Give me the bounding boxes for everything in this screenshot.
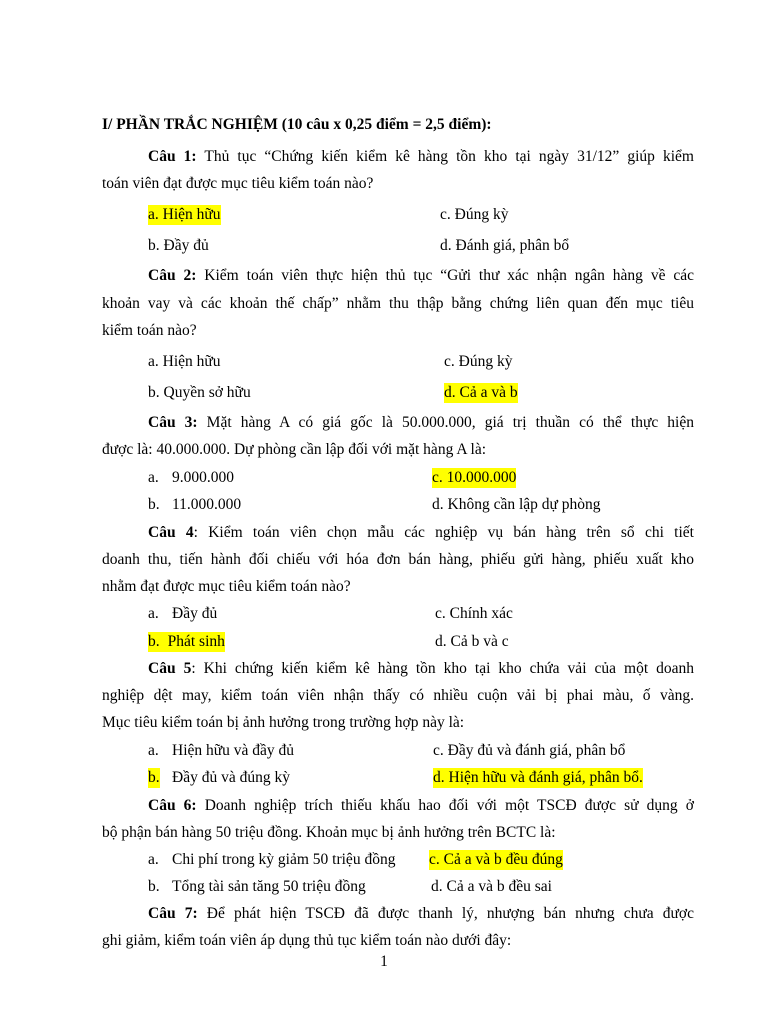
question-5-line-1: Câu 5: Khi chứng kiến kiểm kê hàng tồn kho tại kho chứa vải của một doanh (148, 660, 694, 677)
question-4-option-b-text: Phát sinh (167, 633, 225, 650)
question-1-option-c: c. Đúng kỳ (440, 206, 509, 223)
question-5-label: Câu 5 (148, 660, 192, 677)
question-3-line-1: Câu 3: Mặt hàng A có giá gốc là 50.000.000, giá trị thuần có thể thực hiện (148, 414, 694, 431)
question-2-label: Câu 2: (148, 267, 197, 284)
question-2-option-c: c. Đúng kỳ (444, 353, 513, 370)
question-1-option-d: d. Đánh giá, phân bổ (440, 237, 570, 254)
question-2-option-d: d. Cả a và b (444, 384, 518, 401)
question-5-option-b-marker: b. (148, 769, 160, 786)
question-1-label: Câu 1: (148, 148, 197, 165)
question-4-option-b-marker: b. (148, 633, 160, 650)
question-6-option-a-text: Chi phí trong kỳ giảm 50 triệu đồng (172, 851, 396, 868)
question-4-option-b-highlight (148, 632, 225, 652)
question-2-line-2: khoản vay và các khoản thế chấp” nhằm thu thập bằng chứng liên quan đến mục tiêu (102, 295, 694, 312)
question-7-line-2: ghi giảm, kiểm toán viên áp dụng thủ tục kiểm toán nào dưới đây: (102, 932, 512, 949)
question-6-option-b-marker: b. (148, 878, 160, 895)
question-2-line-1: Câu 2: Kiểm toán viên thực hiện thủ tục “Gửi thư xác nhận ngân hàng về các (148, 267, 694, 284)
question-2-option-b: b. Quyền sở hữu (148, 384, 251, 401)
question-5-line-3: Mục tiêu kiểm toán bị ảnh hưởng trong trường hợp này là: (102, 714, 465, 731)
question-3-option-b-text: 11.000.000 (172, 496, 242, 513)
question-3-option-b-marker: b. (148, 496, 160, 513)
question-7-line-1: Câu 7: Để phát hiện TSCĐ đã được thanh lý, nhượng bán nhưng chưa được (148, 905, 694, 922)
question-5-option-b-text: Đầy đủ và đúng kỳ (172, 769, 290, 786)
question-5-option-c: c. Đầy đủ và đánh giá, phân bổ (433, 742, 626, 759)
question-1-option-a: a. Hiện hữu (148, 206, 221, 223)
question-4-option-a-text: Đầy đủ (172, 605, 218, 622)
question-4-option-a-marker: a. (148, 605, 159, 622)
question-3-option-c: c. 10.000.000 (432, 469, 517, 486)
question-1-line-2: toán viên đạt được mục tiêu kiểm toán nào? (102, 175, 374, 192)
question-6-line-2: bộ phận bán hàng 50 triệu đồng. Khoản mục bị ảnh hưởng trên BCTC là: (102, 824, 556, 841)
question-2-line-3: kiểm toán nào? (102, 322, 197, 339)
question-1-line-1: Câu 1: Thủ tục “Chứng kiến kiểm kê hàng tồn kho tại ngày 31/12” giúp kiểm (148, 148, 694, 165)
question-4-line-2: doanh thu, tiến hành đối chiếu với hóa đơn bán hàng, phiếu gửi hàng, phiếu xuất kho (102, 551, 694, 568)
question-4-line-1: Câu 4: Kiểm toán viên chọn mẫu các nghiệp vụ bán hàng trên sổ chi tiết (148, 524, 694, 541)
question-7-label: Câu 7: (148, 905, 198, 922)
question-3-option-a-marker: a. (148, 469, 159, 486)
section-title: I/ PHẦN TRẮC NGHIỆM (10 câu x 0,25 điểm = 2,5 điểm): (102, 116, 492, 133)
question-5-option-d: d. Hiện hữu và đánh giá, phân bổ. (433, 769, 643, 786)
question-4-option-d: d. Cả b và c (435, 633, 509, 650)
question-3-option-a-text: 9.000.000 (172, 469, 234, 486)
question-5-option-a-text: Hiện hữu và đầy đủ (172, 742, 295, 759)
question-6-label: Câu 6: (148, 797, 197, 814)
question-3-option-d: d. Không cần lập dự phòng (432, 496, 601, 513)
question-6-line-1: Câu 6: Doanh nghiệp trích thiếu khấu hao đối với một TSCĐ được sử dụng ở (148, 797, 694, 814)
question-1-option-b: b. Đầy đủ (148, 237, 209, 254)
question-4-option-c: c. Chính xác (435, 605, 513, 622)
question-5-line-2: nghiệp dệt may, kiểm toán viên nhận thấy có nhiều cuộn vải bị phai màu, ố vàng. (102, 687, 694, 704)
question-4-label: Câu 4 (148, 524, 194, 541)
question-6-option-c: c. Cả a và b đều đúng (429, 851, 563, 868)
question-6-option-d: d. Cả a và b đều sai (431, 878, 552, 895)
question-3-line-2: được là: 40.000.000. Dự phòng cần lập đối với mặt hàng A là: (102, 441, 487, 458)
question-6-option-a-marker: a. (148, 851, 159, 868)
question-3-label: Câu 3: (148, 414, 198, 431)
question-2-option-a: a. Hiện hữu (148, 353, 221, 370)
question-4-line-3: nhằm đạt được mục tiêu kiểm toán nào? (102, 578, 351, 595)
question-6-option-b-text: Tổng tài sản tăng 50 triệu đồng (172, 878, 366, 895)
page-number: 1 (380, 953, 388, 970)
question-5-option-a-marker: a. (148, 742, 159, 759)
